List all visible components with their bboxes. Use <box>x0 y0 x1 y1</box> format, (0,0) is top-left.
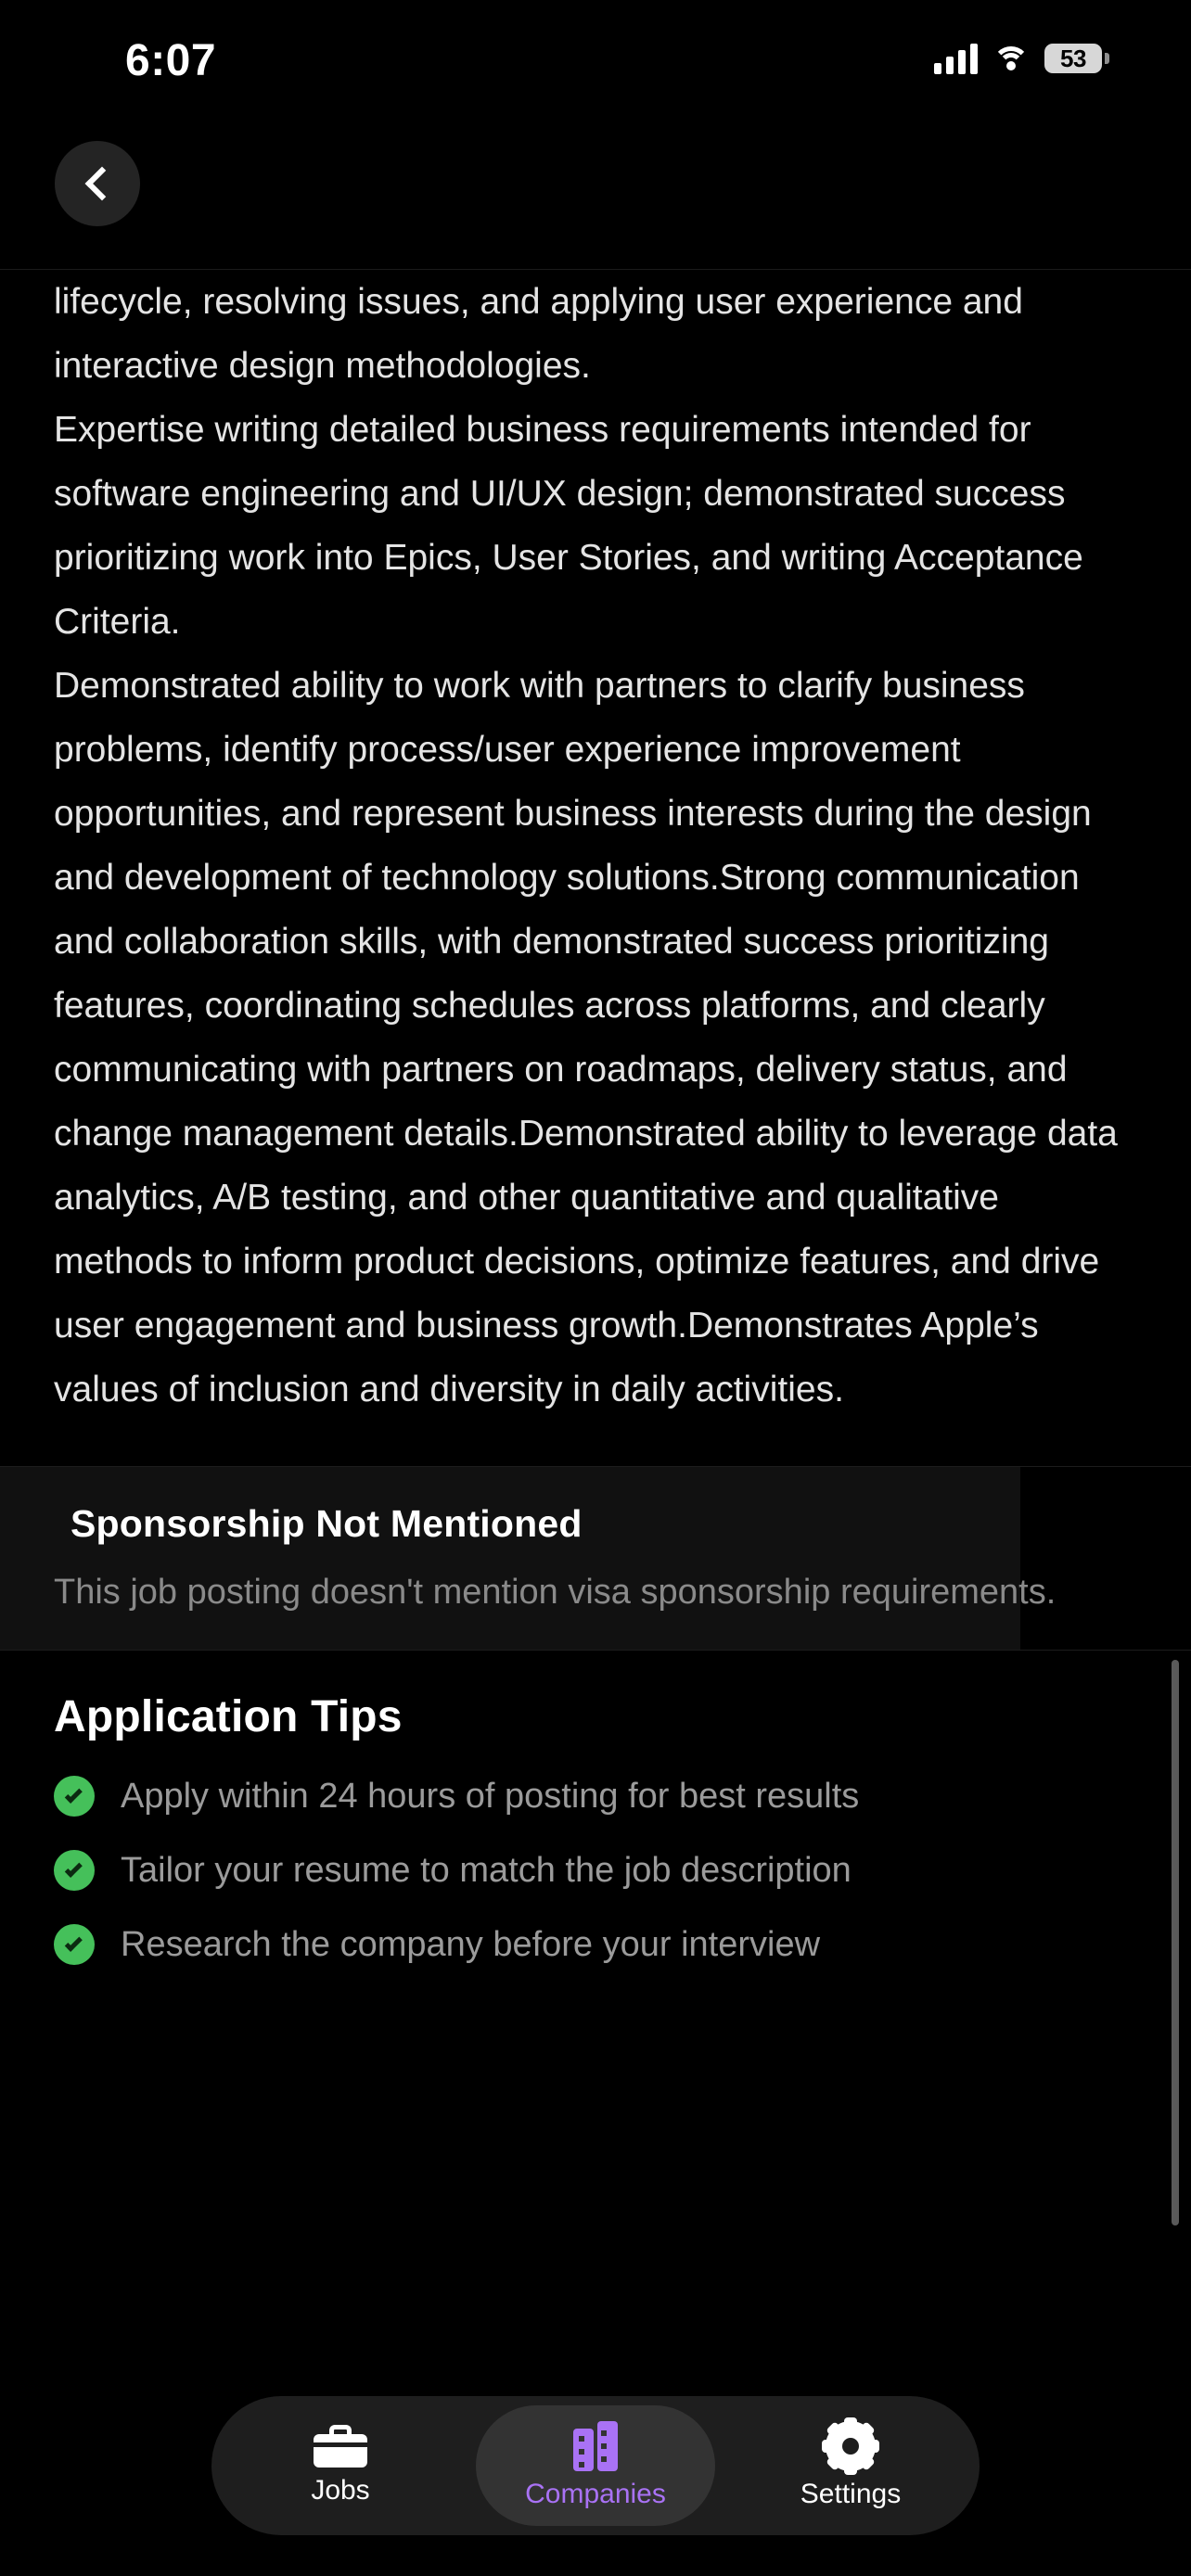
tab-bar <box>211 2396 980 2535</box>
list-item <box>54 1924 1137 1965</box>
tab-settings-label: Settings <box>800 2479 902 2509</box>
check-circle-icon <box>54 1850 95 1891</box>
list-item <box>54 1776 1137 1817</box>
application-tips-section <box>0 1651 1191 1965</box>
sponsorship-title: Sponsorship Not Mentioned <box>70 1502 583 1545</box>
description-paragraph: lifecycle, resolving issues, and applying user experience and interactive design methodologies. <box>54 282 1023 386</box>
sponsorship-description: This job posting doesn't mention visa sponsorship requirements. <box>54 1573 1057 1612</box>
scroll-content[interactable] <box>0 269 1191 2576</box>
check-circle-icon <box>54 1924 95 1965</box>
tab-companies-label: Companies <box>525 2479 666 2509</box>
tab-jobs[interactable] <box>221 2405 460 2526</box>
vertical-scrollbar[interactable] <box>1172 1660 1179 2225</box>
gear-icon <box>826 2421 876 2471</box>
status-time: 6:07 <box>125 36 217 85</box>
tip-text: Apply within 24 hours of posting for best results <box>121 1776 860 1816</box>
tab-companies[interactable] <box>476 2405 715 2526</box>
application-tips-title: Application Tips <box>54 1692 403 1741</box>
status-indicators <box>934 43 1102 74</box>
sponsorship-card <box>0 1466 1191 1651</box>
check-circle-icon <box>54 1776 95 1817</box>
back-button[interactable] <box>55 141 140 226</box>
wifi-icon <box>992 45 1030 72</box>
chevron-left-icon <box>84 167 119 201</box>
battery-level: 53 <box>1060 44 1086 72</box>
tip-text: Tailor your resume to match the job description <box>121 1850 852 1890</box>
tab-jobs-label: Jobs <box>311 2475 370 2506</box>
building-icon <box>573 2421 618 2471</box>
list-item <box>54 1850 1137 1891</box>
tab-settings[interactable] <box>731 2405 970 2526</box>
description-paragraph: Demonstrated ability to work with partners to clarify business problems, identify process/user experience improvement opportunities, and represent business interests during the design and development of technology solutions.Strong communication and collaboration skills, with demonstrated success prioritizing features, coordinating schedules across platforms, and clearly communicating with partners on roadmaps, delivery status, and change management details.Demonstrated ability to leverage data analytics, A/B testing, and other quantitative and qualitative methods to inform product decisions, optimize features, and drive user engagement and business growth.Demonstrates Apple’s values of inclusion and diversity in daily activities. <box>54 666 1118 1409</box>
tip-text: Research the company before your interview <box>121 1924 821 1964</box>
battery-icon <box>1044 44 1102 73</box>
description-paragraph: Expertise writing detailed business requirements intended for software engineering and UI/UX design; demonstrated success prioritizing work into Epics, User Stories, and writing Acceptance Criteria. <box>54 410 1083 642</box>
job-description <box>0 269 1191 1422</box>
status-bar <box>0 0 1191 111</box>
cellular-signal-icon <box>934 43 978 74</box>
briefcase-icon <box>314 2425 367 2468</box>
